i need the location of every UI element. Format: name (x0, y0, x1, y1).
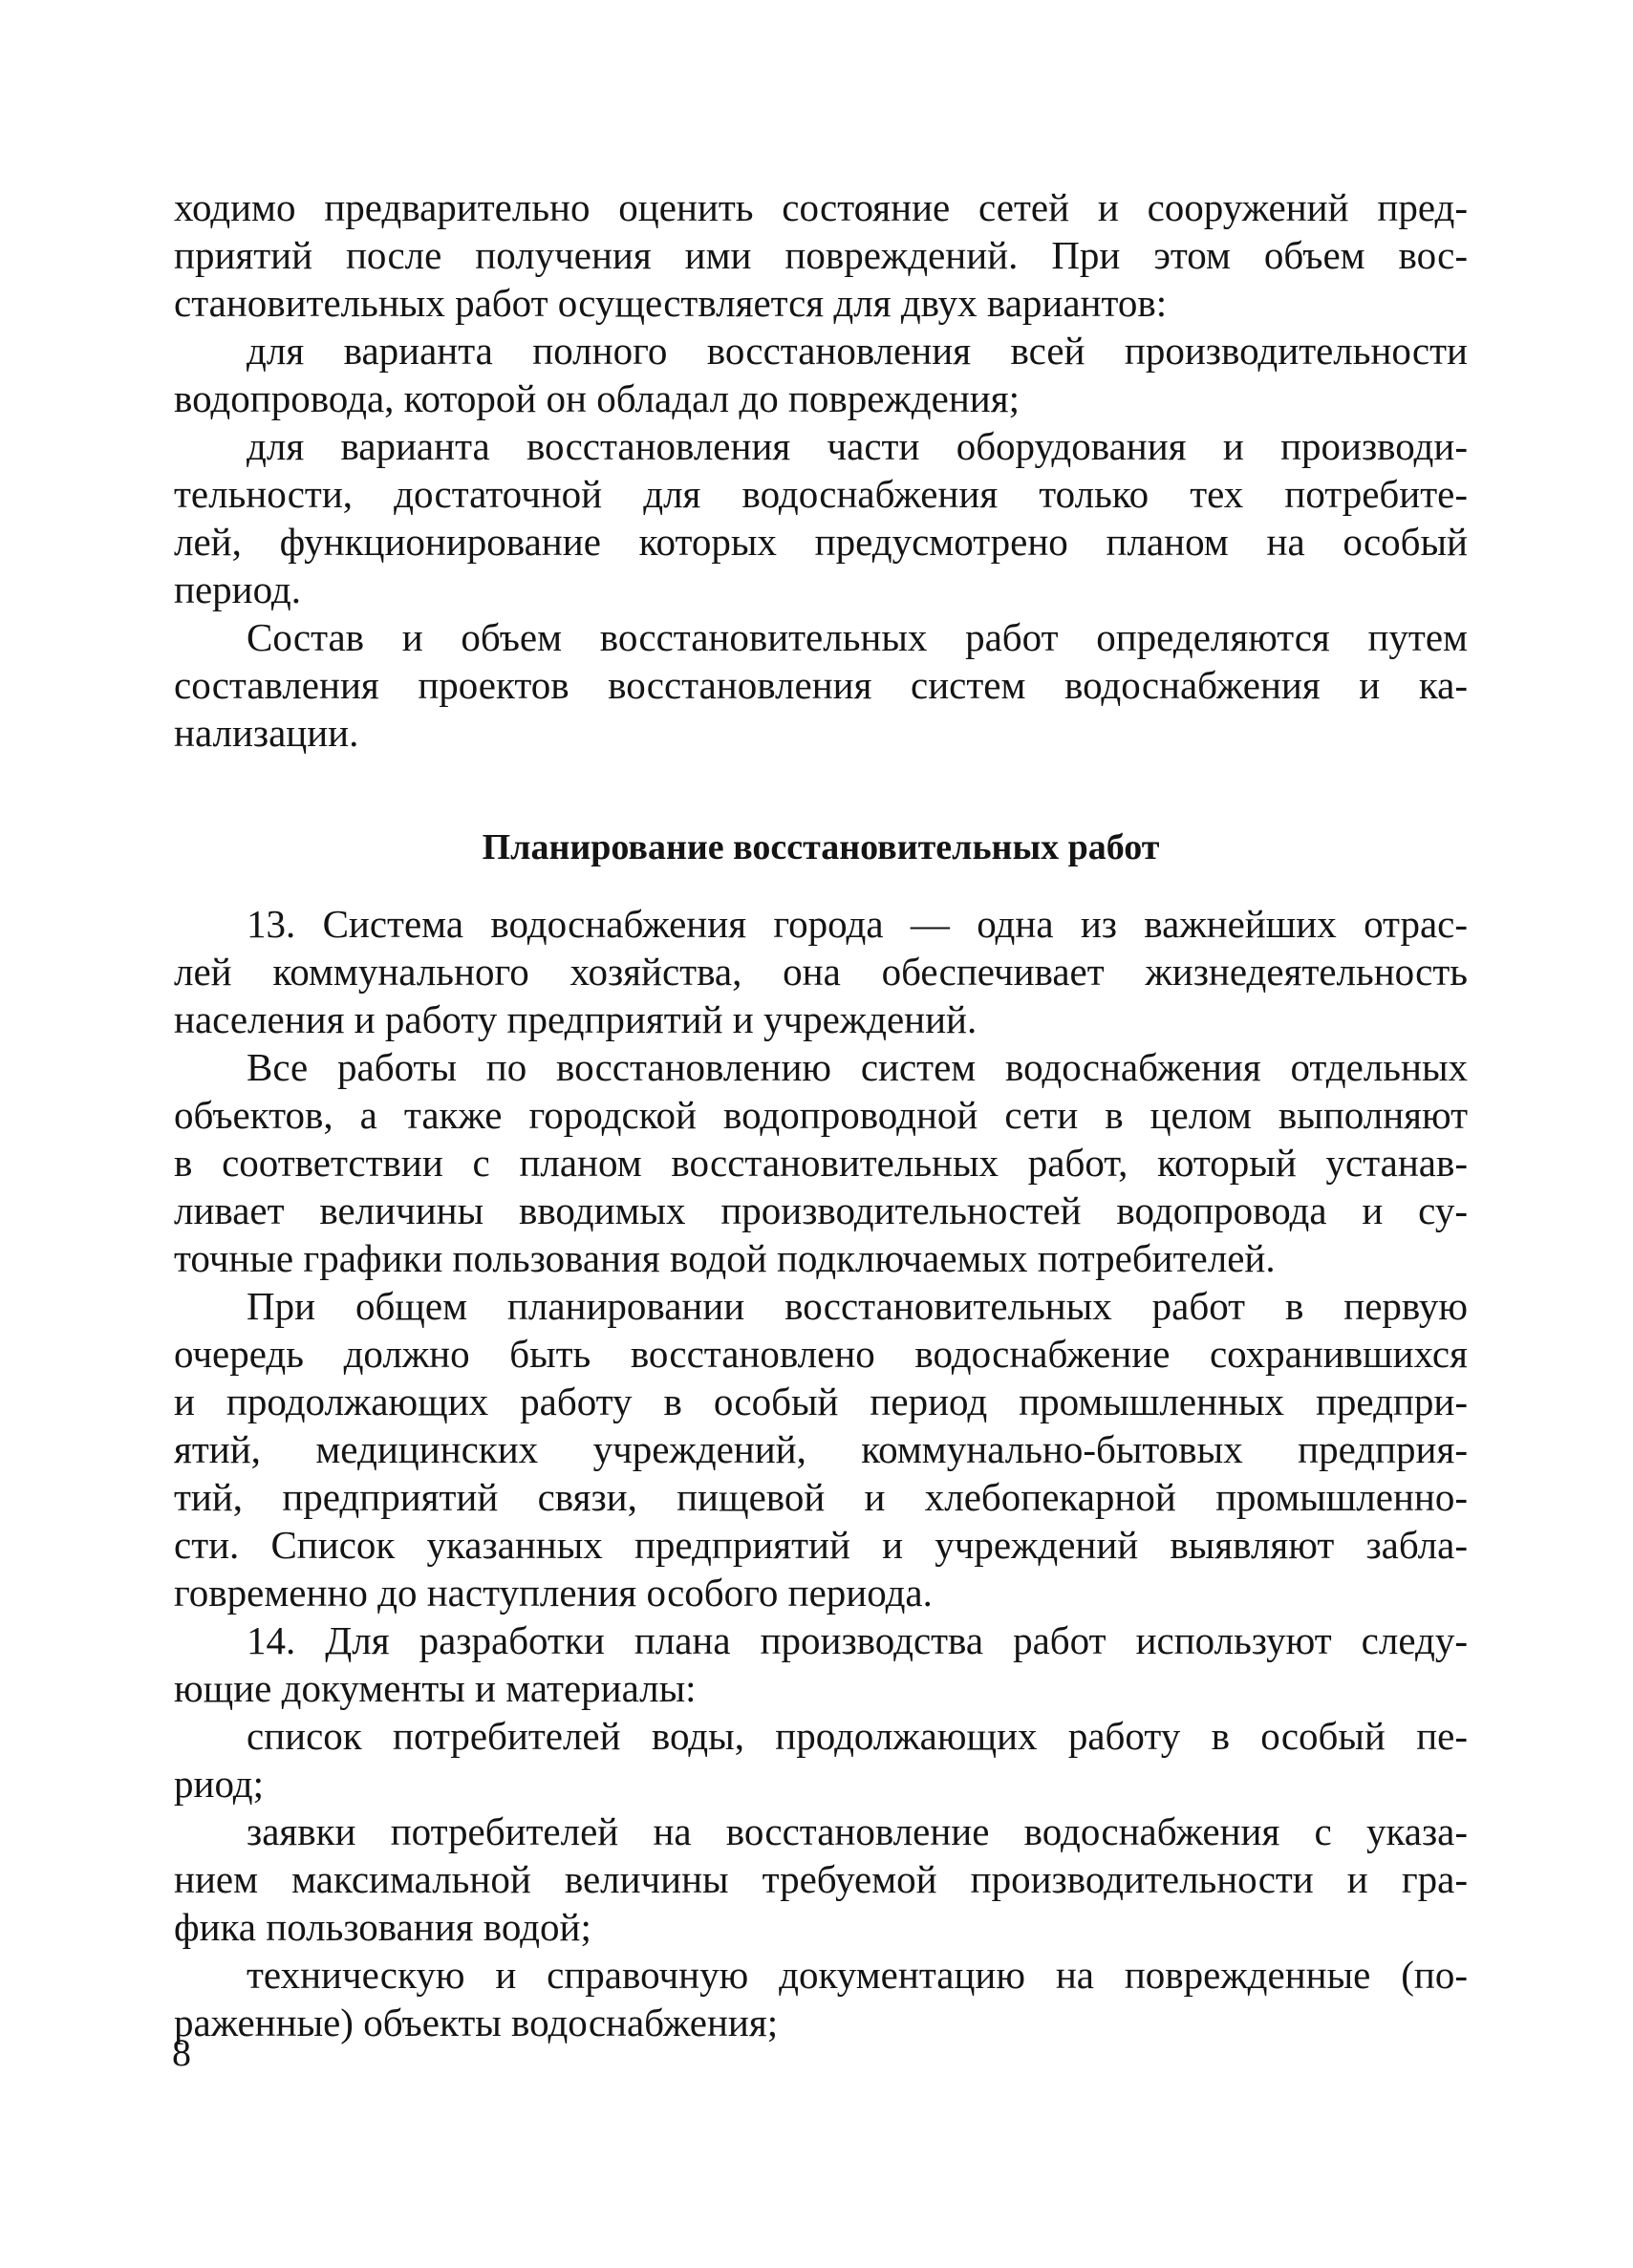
text-line: нием максимальной величины требуемой производительности и гра- (174, 1857, 1468, 1901)
section-heading: Планирование восстановительных работ (482, 827, 1160, 867)
text-line: лей коммунального хозяйства, она обеспечивает жизнедеятельность (174, 950, 1468, 994)
text-line: 13. Система водоснабжения города — одна из важнейших отрас- (247, 902, 1468, 946)
page-number: 8 (172, 2031, 191, 2074)
text-line: заявки потребителей на восстановление водоснабжения с указа- (247, 1809, 1468, 1853)
text-line: При общем планировании восстановительных работ в первую (247, 1284, 1468, 1328)
text-line: раженные) объекты водоснабжения; (174, 2001, 779, 2044)
text-line: становительных работ осуществляется для двух вариантов: (174, 281, 1168, 325)
text-line: для варианта полного восстановления всей производительности (247, 329, 1468, 373)
text-line: ливает величины вводимых производительностей водопровода и су- (174, 1188, 1468, 1232)
text-line: риод; (174, 1762, 265, 1806)
text-line: составления проектов восстановления систем водоснабжения и ка- (174, 663, 1468, 707)
text-line: нализации. (174, 711, 359, 755)
text-line: водопровода, которой он обладал до повреждения; (174, 376, 1020, 420)
text-line: список потребителей воды, продолжающих работу в особый пе- (247, 1714, 1468, 1758)
text-line: период. (174, 567, 302, 611)
text-line: приятий после получения ими повреждений. При этом объем вос- (174, 233, 1468, 277)
text-line: Все работы по восстановлению систем водоснабжения отдельных (247, 1045, 1468, 1089)
text-line: тельности, достаточной для водоснабжения только тех потребите- (174, 472, 1468, 516)
text-line: говременно до наступления особого периода. (174, 1571, 933, 1615)
text-line: Состав и объем восстановительных работ определяются путем (247, 615, 1468, 659)
text-line: сти. Список указанных предприятий и учреждений выявляют забла- (174, 1523, 1468, 1567)
text-line: очередь должно быть восстановлено водоснабжение сохранившихся (174, 1332, 1468, 1376)
text-line: точные графики пользования водой подключаемых потребителей. (174, 1236, 1276, 1280)
text-line: лей, функционирование которых предусмотрено планом на особый (174, 520, 1468, 564)
text-line: ющие документы и материалы: (174, 1666, 697, 1710)
text-line: в соответствии с планом восстановительных работ, который устанав- (174, 1141, 1468, 1185)
text-line: и продолжающих работу в особый период промышленных предпри- (174, 1380, 1468, 1423)
text-line: ходимо предварительно оценить состояние сетей и сооружений пред- (174, 185, 1468, 229)
text-line: населения и работу предприятий и учреждений. (174, 997, 978, 1041)
text-line: фика пользования водой; (174, 1905, 591, 1949)
text-line: 14. Для разработки плана производства работ используют следу- (247, 1618, 1468, 1662)
text-line: тий, предприятий связи, пищевой и хлебопекарной промышленно- (174, 1475, 1468, 1519)
text-line: объектов, а также городской водопроводной сети в целом выполняют (174, 1093, 1468, 1137)
text-line: ятий, медицинских учреждений, коммунально-бытовых предприя- (174, 1427, 1468, 1471)
text-line: техническую и справочную документацию на поврежденные (по- (247, 1953, 1468, 1997)
text-line: для варианта восстановления части оборудования и производи- (247, 424, 1468, 468)
